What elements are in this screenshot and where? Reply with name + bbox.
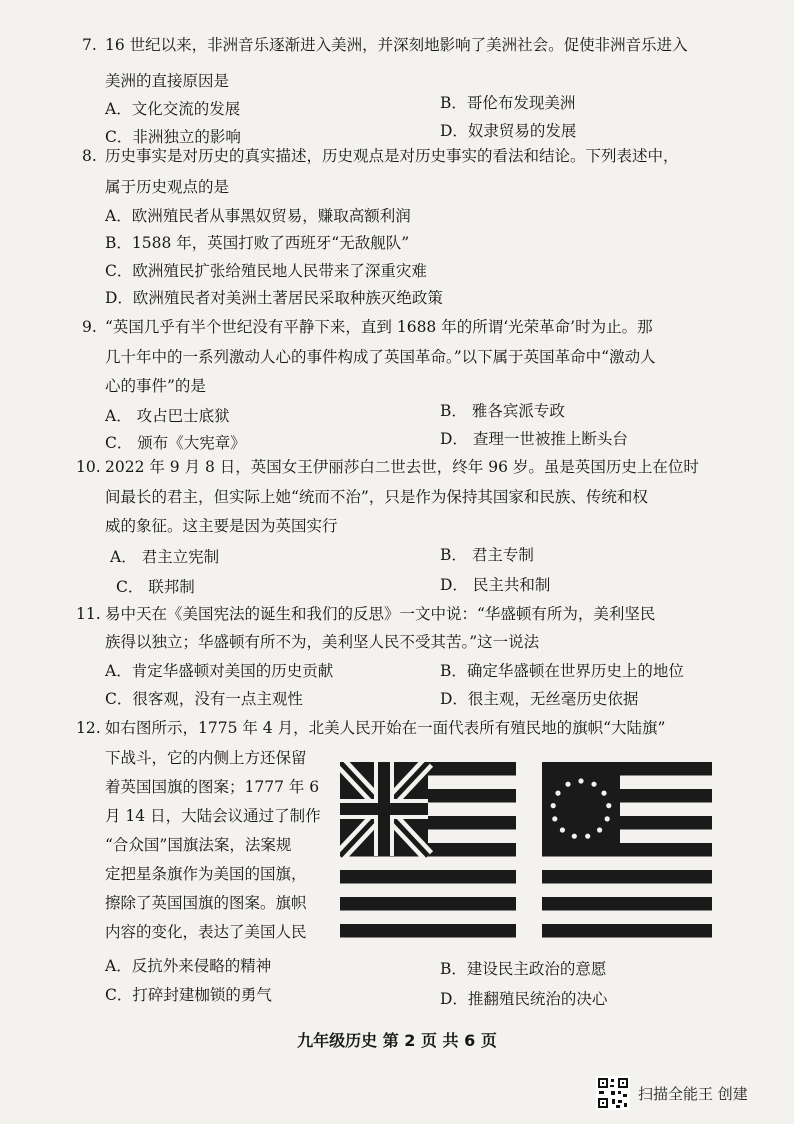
star xyxy=(572,834,577,839)
watermark-text: 扫描全能王 创建 xyxy=(638,1084,748,1103)
option-a: A．反抗外来侵略的精神 xyxy=(105,957,272,975)
option-c: C． 颁布《大宪章》 xyxy=(105,434,246,452)
option-a: A． 君主立宪制 xyxy=(110,548,220,566)
option-d: D． 查理一世被推上断头台 xyxy=(440,430,628,448)
option-a: A．肯定华盛顿对美国的历史贡献 xyxy=(105,662,334,680)
star xyxy=(597,827,602,832)
option-b: B． 雅各宾派专政 xyxy=(440,402,565,420)
question-stem-line: 着英国国旗的图案；1777 年 6 xyxy=(105,778,320,796)
qr-code-icon xyxy=(596,1076,630,1110)
question-stem-line: 16 世纪以来，非洲音乐逐渐进入美洲，并深刻地影响了美洲社会。促使非洲音乐进入 xyxy=(105,36,688,54)
continental-flag-icon xyxy=(340,762,516,938)
option-c: C．很客观，没有一点主观性 xyxy=(105,690,303,708)
star xyxy=(551,803,556,808)
question-number: 8. xyxy=(82,147,97,165)
question-number: 12. xyxy=(76,719,101,737)
question-stem-line: 擦除了英国国旗的图案。旗帜 xyxy=(105,894,307,912)
question-stem-line: 历史事实是对历史的真实描述，历史观点是对历史事实的看法和结论。下列表述中， xyxy=(105,147,679,165)
option-c: C．欧洲殖民扩张给殖民地人民带来了深重灾难 xyxy=(105,262,427,280)
option-c: C． 联邦制 xyxy=(116,578,195,596)
option-d: D． 民主共和制 xyxy=(440,576,551,594)
star xyxy=(565,782,570,787)
option-d: D．奴隶贸易的发展 xyxy=(440,122,577,140)
star xyxy=(555,791,560,796)
question-stem-line: 几十年中的一系列激动人心的事件构成了英国革命。”以下属于英国革命中“激动人 xyxy=(105,348,656,366)
question-stem-line: 易中天在《美国宪法的诞生和我们的反思》一文中说：“华盛顿有所为，美利坚民 xyxy=(105,605,656,623)
question-stem-line: 族得以独立；华盛顿有所不为，美利坚人民不受其苦。”这一说法 xyxy=(105,633,540,651)
question-number: 7. xyxy=(82,36,97,54)
question-stem-line: 威的象征。这主要是因为英国实行 xyxy=(105,517,338,535)
option-a: A． 攻占巴士底狱 xyxy=(105,407,230,425)
star xyxy=(606,803,611,808)
question-stem-line: 2022 年 9 月 8 日，英国女王伊丽莎白二世去世，终年 96 岁。虽是英国历史上在位时 xyxy=(105,458,699,476)
question-stem-line: 心的事件”的是 xyxy=(105,377,206,395)
option-b: B．确定华盛顿在世界历史上的地位 xyxy=(440,662,684,680)
question-stem-line: 下战斗，它的内侧上方还保留 xyxy=(105,749,307,767)
option-b: B．哥伦布发现美洲 xyxy=(440,94,576,112)
scanner-watermark xyxy=(596,1076,748,1110)
question-stem-line: 月 14 日，大陆会议通过了制作 xyxy=(105,807,321,825)
star xyxy=(578,778,583,783)
question-stem-line: 定把星条旗作为美国的国旗， xyxy=(105,865,307,883)
question-stem-line: 属于历史观点的是 xyxy=(105,178,230,196)
stars-and-stripes-flag-icon xyxy=(542,762,712,938)
option-b: B． 君主专制 xyxy=(440,546,534,564)
option-d: D．欧洲殖民者对美洲土著居民采取种族灭绝政策 xyxy=(105,289,443,307)
question-number: 9. xyxy=(82,318,97,336)
star xyxy=(591,782,596,787)
option-d: D．很主观，无丝毫历史依据 xyxy=(440,690,639,708)
option-b: B．建设民主政治的意愿 xyxy=(440,960,607,978)
page-footer: 九年级历史 第 2 页 共 6 页 xyxy=(297,1031,497,1050)
option-b: B．1588 年，英国打败了西班牙“无敌舰队” xyxy=(105,234,410,252)
star xyxy=(560,827,565,832)
question-stem-line: 美洲的直接原因是 xyxy=(105,72,230,90)
option-c: C．打碎封建枷锁的勇气 xyxy=(105,986,272,1004)
star xyxy=(552,816,557,821)
question-stem-line: “合众国”国旗法案，法案规 xyxy=(105,836,292,854)
question-stem-line: 如右图所示，1775 年 4 月，北美人民开始在一面代表所有殖民地的旗帜“大陆旗” xyxy=(105,719,666,737)
question-stem-line: 间最长的君主，但实际上她“统而不治”，只是作为保持其国家和民族、传统和权 xyxy=(105,488,648,506)
option-c: C．非洲独立的影响 xyxy=(105,128,241,146)
option-a: A．文化交流的发展 xyxy=(105,100,241,118)
question-stem-line: “英国几乎有半个世纪没有平静下来，直到 1688 年的所谓‘光荣革命’时为止。那 xyxy=(105,318,653,336)
option-a: A．欧洲殖民者从事黑奴贸易，赚取高额利润 xyxy=(105,207,411,225)
question-number: 10. xyxy=(76,458,101,476)
star xyxy=(605,816,610,821)
star xyxy=(601,791,606,796)
question-number: 11. xyxy=(76,605,101,623)
star xyxy=(585,834,590,839)
option-d: D．推翻殖民统治的决心 xyxy=(440,990,608,1008)
question-stem-line: 内容的变化，表达了美国人民 xyxy=(105,923,307,941)
